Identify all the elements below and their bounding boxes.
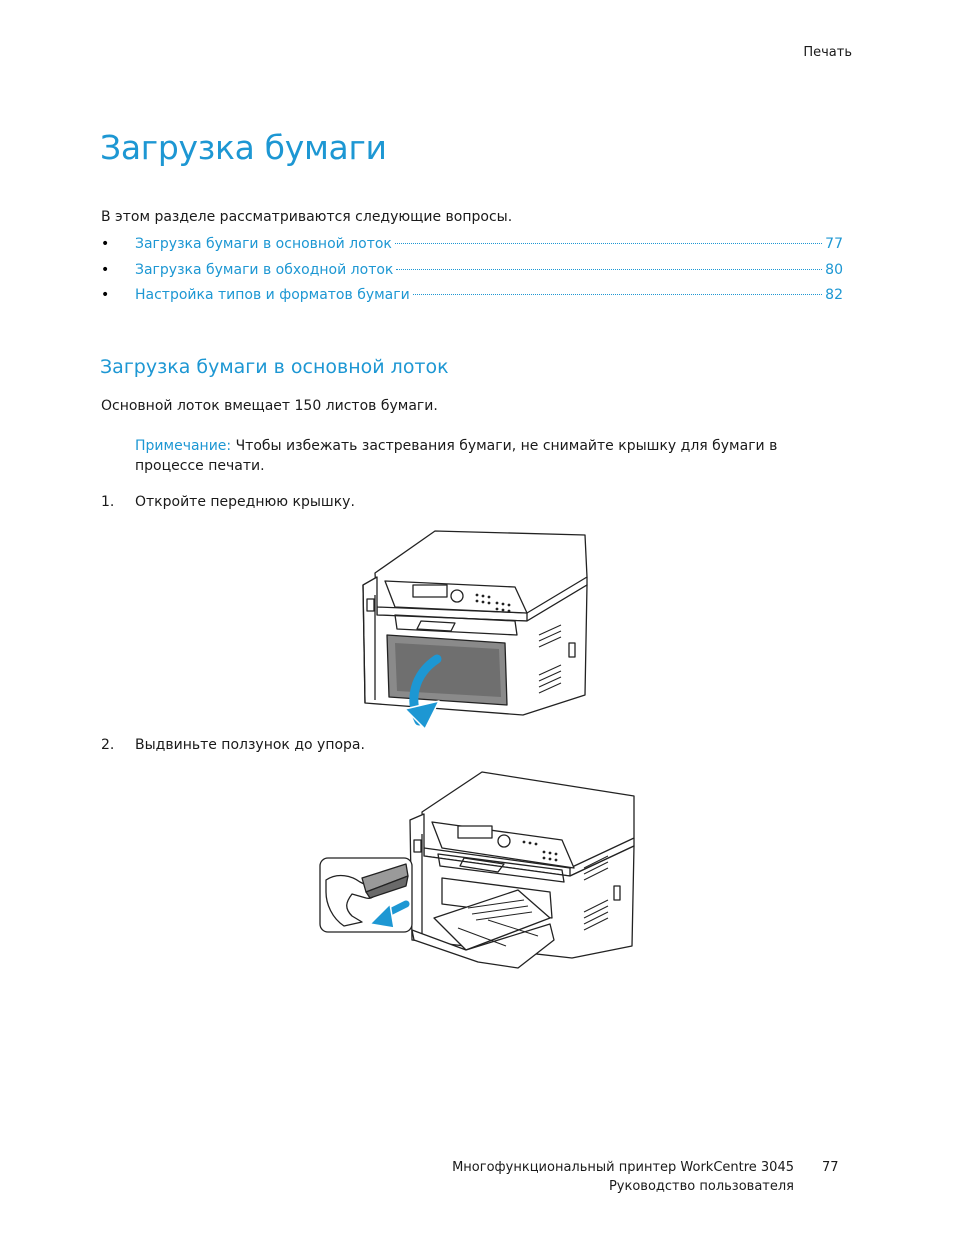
section-heading: Загрузка бумаги в основной лоток [100, 356, 449, 378]
printer-slider-illustration [318, 768, 638, 973]
toc-list [101, 236, 843, 313]
step-1 [101, 494, 501, 514]
toc-page-number[interactable]: 80 [825, 261, 843, 278]
intro-text: В этом разделе рассматриваются следующие вопросы. [101, 209, 513, 225]
toc-leader [413, 294, 822, 295]
toc-leader [396, 269, 822, 270]
step-text: Выдвиньте ползунок до упора. [135, 737, 365, 753]
toc-link[interactable]: Настройка типов и форматов бумаги [135, 287, 410, 303]
footer-product: Многофункциональный принтер WorkCentre 3045 [452, 1160, 794, 1175]
step-text: Откройте переднюю крышку. [135, 494, 355, 510]
step-2 [101, 737, 501, 757]
running-header: Печать [803, 45, 852, 60]
toc-page-number[interactable]: 77 [825, 236, 843, 252]
toc-item[interactable] [101, 236, 843, 262]
page-title: Загрузка бумаги [100, 128, 387, 167]
section-paragraph: Основной лоток вмещает 150 листов бумаги. [101, 398, 438, 414]
footer-guide: Руководство пользователя [608, 1179, 794, 1194]
toc-leader [395, 243, 822, 244]
printer-open-cover-illustration [355, 525, 595, 735]
note-label: Примечание: [135, 438, 232, 454]
bullet-icon: • [101, 287, 110, 303]
toc-link[interactable]: Загрузка бумаги в обходной лоток [135, 261, 394, 278]
bullet-icon: • [101, 236, 110, 252]
toc-link[interactable]: Загрузка бумаги в основной лоток [135, 236, 392, 252]
toc-item[interactable] [101, 287, 843, 313]
toc-page-number[interactable]: 82 [825, 287, 843, 303]
step-number: 2. [101, 737, 115, 753]
bullet-icon: • [101, 261, 110, 278]
note [135, 436, 815, 476]
step-number: 1. [101, 494, 115, 510]
note-text: Чтобы избежать застревания бумаги, не снимайте крышку для бумаги в процессе печати. [135, 438, 778, 474]
toc-item[interactable] [101, 262, 843, 288]
footer-page-number: 77 [822, 1160, 839, 1175]
